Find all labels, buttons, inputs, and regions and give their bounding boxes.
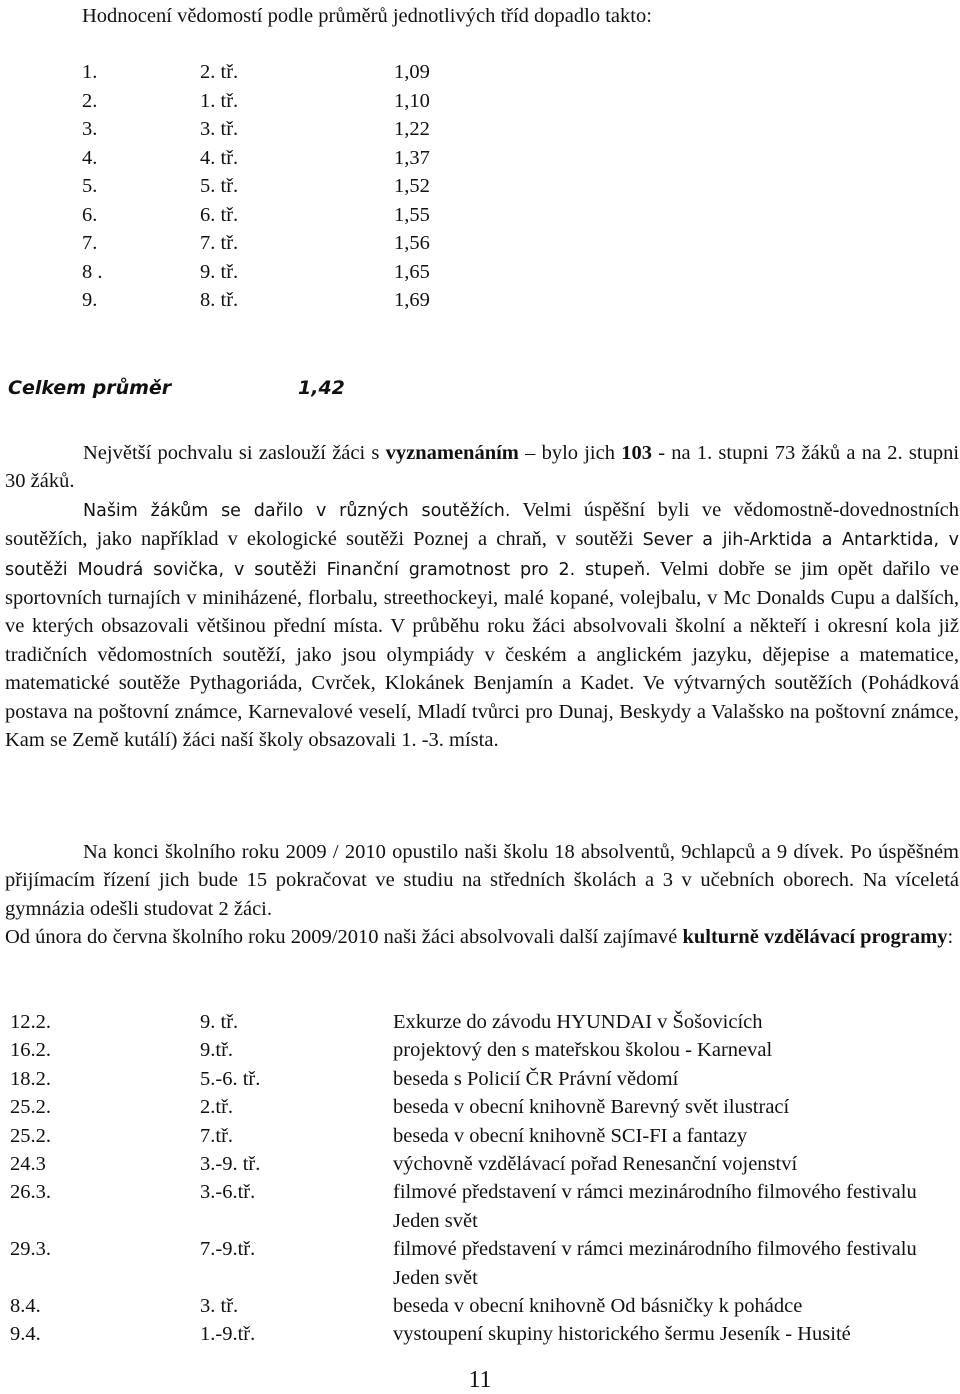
competitions-heading: Našim žákům se dařilo v různých soutěžích. bbox=[83, 500, 511, 521]
ranking-class: 4. tř. bbox=[200, 146, 239, 169]
event-class: 3. tř. bbox=[200, 1295, 239, 1317]
event-date: 16.2. bbox=[10, 1039, 51, 1062]
ranking-class: 6. tř. bbox=[200, 203, 239, 226]
programs-intro bbox=[5, 923, 959, 951]
competitions-text-sans: Sever a jih-Arktida a Antarktida, v soutěži Moudrá sovička, v soutěži Finanční gramotnost pro 2. stupeň. bbox=[5, 530, 959, 580]
achievements-section bbox=[5, 439, 959, 754]
overall-average-label: Celkem průměr bbox=[8, 377, 172, 399]
ranking-position: 2. bbox=[82, 89, 98, 112]
ranking-position: 3. bbox=[82, 118, 98, 140]
event-description: beseda v obecní knihovně Barevný svět ilustrací bbox=[393, 1096, 790, 1119]
intro-text: Hodnocení vědomostí podle průměrů jednotlivých tříd dopadlo takto: bbox=[82, 5, 652, 27]
event-class: 3.-9. tř. bbox=[200, 1153, 261, 1175]
event-date: 9.4. bbox=[10, 1323, 41, 1346]
graduates-section bbox=[5, 838, 959, 952]
praise-text: – bylo jich bbox=[518, 442, 622, 464]
ranking-class: 5. tř. bbox=[200, 175, 239, 197]
ranking-class: 8. tř. bbox=[200, 289, 239, 311]
ranking-average: 1,37 bbox=[394, 146, 430, 169]
praise-count: 103 bbox=[621, 442, 652, 464]
competitions-text: V průběhu roku žáci absolvovali školní a někteří i okresní kola již tradičních vědomostních soutěží, jako jsou olympiády v českém a anglickém jazyku, dějepise a matematice, matematické soutěže Pythagoriáda, Cvrček, Klokánek Benjamín a Kadet. Ve výtvarných soutěžích (Pohádková postava na poštovní známce, Karnevalové veselí, Mladí tvůrci pro Dunaj, Beskydy a Valašsko na poštovní známce, Kam se Země kutálí) žáci naší školy obsazovali 1. -3. místa. bbox=[5, 615, 959, 752]
overall-average bbox=[8, 374, 345, 402]
event-description: filmové představení v rámci mezinárodního filmového festivalu Jeden svět bbox=[393, 1181, 917, 1232]
event-class: 9. tř. bbox=[200, 1011, 239, 1033]
event-class: 7.-9.tř. bbox=[200, 1238, 256, 1261]
praise-text: Největší pochvalu si zaslouží žáci s bbox=[83, 442, 386, 464]
ranking-position: 5. bbox=[82, 175, 98, 197]
event-description: výchovně vzdělávací pořad Renesanční vojenství bbox=[393, 1153, 798, 1175]
competitions-text: Velmi úspěšní byli ve vědomostně-dovednostních soutěžích, jako například v ekologické soutěži Poznej a chraň, v soutěži bbox=[5, 498, 959, 551]
ranking-average: 1,55 bbox=[394, 203, 430, 226]
event-description: beseda v obecní knihovně SCI-FI a fantazy bbox=[393, 1124, 748, 1147]
competitions-paragraph bbox=[5, 496, 959, 755]
ranking-class: 3. tř. bbox=[200, 118, 239, 140]
praise-paragraph bbox=[5, 439, 959, 496]
event-date: 8.4. bbox=[10, 1295, 41, 1317]
event-date: 25.2. bbox=[10, 1096, 51, 1119]
event-date: 26.3. bbox=[10, 1181, 51, 1204]
ranking-class: 7. tř. bbox=[200, 232, 239, 254]
event-description: beseda v obecní knihovně Od básničky k pohádce bbox=[393, 1295, 803, 1317]
graduates-paragraph: Na konci školního roku 2009 / 2010 opustilo naši školu 18 absolventů, 9chlapců a 9 dívek. Po úspěšném přijímacím řízení jich bude 15 pokračovat ve studiu na středních školách a 3 v učebních oborech. Na víceletá gymnázia odešli studovat 2 žáci. bbox=[5, 841, 959, 920]
page-number: 11 bbox=[468, 1367, 492, 1393]
competitions-text: Velmi dobře se jim opět dařilo ve sportovních turnajích v miniházené, florbalu, streethockeyi, malé kopané, volejbalu, v Mc Donalds Cupu a dalších, ve kterých obsazovali většinou přední místa. bbox=[5, 557, 959, 638]
ranking-class: 2. tř. bbox=[200, 61, 239, 83]
event-description: Exkurze do závodu HYUNDAI v Šošovicích bbox=[393, 1011, 763, 1033]
ranking-average: 1,56 bbox=[394, 232, 430, 254]
ranking-average: 1,69 bbox=[394, 289, 430, 311]
ranking-position: 7. bbox=[82, 232, 98, 254]
event-class: 9.tř. bbox=[200, 1039, 234, 1062]
overall-average-value: 1,42 bbox=[298, 377, 345, 399]
ranking-position: 6. bbox=[82, 203, 98, 226]
event-date: 29.3. bbox=[10, 1238, 51, 1261]
ranking-average: 1,22 bbox=[394, 118, 430, 140]
event-description: filmové představení v rámci mezinárodního filmového festivalu Jeden svět bbox=[393, 1238, 917, 1289]
event-class: 3.-6.tř. bbox=[200, 1181, 256, 1204]
praise-emphasis: vyznamenáním bbox=[385, 442, 519, 464]
event-class: 2.tř. bbox=[200, 1096, 234, 1119]
ranking-average: 1,10 bbox=[394, 89, 430, 112]
event-date: 24.3 bbox=[10, 1153, 46, 1175]
praise-text: - na 1. stupni 73 žáků a na 2. stupni 30 žáků. bbox=[5, 442, 960, 493]
ranking-position: 1. bbox=[82, 61, 98, 83]
programs-intro-text: : bbox=[947, 926, 954, 949]
event-class: 7.tř. bbox=[200, 1124, 234, 1147]
ranking-position: 8 . bbox=[82, 260, 103, 283]
event-description: vystoupení skupiny historického šermu Jeseník - Husité bbox=[393, 1323, 851, 1346]
ranking-position: 4. bbox=[82, 146, 98, 169]
event-description: projektový den s mateřskou školou - Karneval bbox=[393, 1039, 773, 1062]
programs-intro-emphasis: kulturně vzdělávací programy bbox=[682, 926, 948, 949]
event-class: 5.-6. tř. bbox=[200, 1067, 261, 1090]
ranking-average: 1,52 bbox=[394, 175, 430, 197]
event-date: 18.2. bbox=[10, 1067, 51, 1090]
event-date: 25.2. bbox=[10, 1124, 51, 1147]
event-class: 1.-9.tř. bbox=[200, 1323, 256, 1346]
ranking-class: 9. tř. bbox=[200, 260, 239, 283]
event-date: 12.2. bbox=[10, 1011, 51, 1033]
ranking-average: 1,09 bbox=[394, 61, 430, 83]
event-description: beseda s Policií ČR Právní vědomí bbox=[393, 1067, 679, 1090]
programs-intro-text: Od února do června školního roku 2009/2010 naši žáci absolvovali další zajímavé bbox=[5, 926, 683, 949]
ranking-class: 1. tř. bbox=[200, 89, 239, 112]
ranking-average: 1,65 bbox=[394, 260, 430, 283]
ranking-position: 9. bbox=[82, 289, 98, 311]
